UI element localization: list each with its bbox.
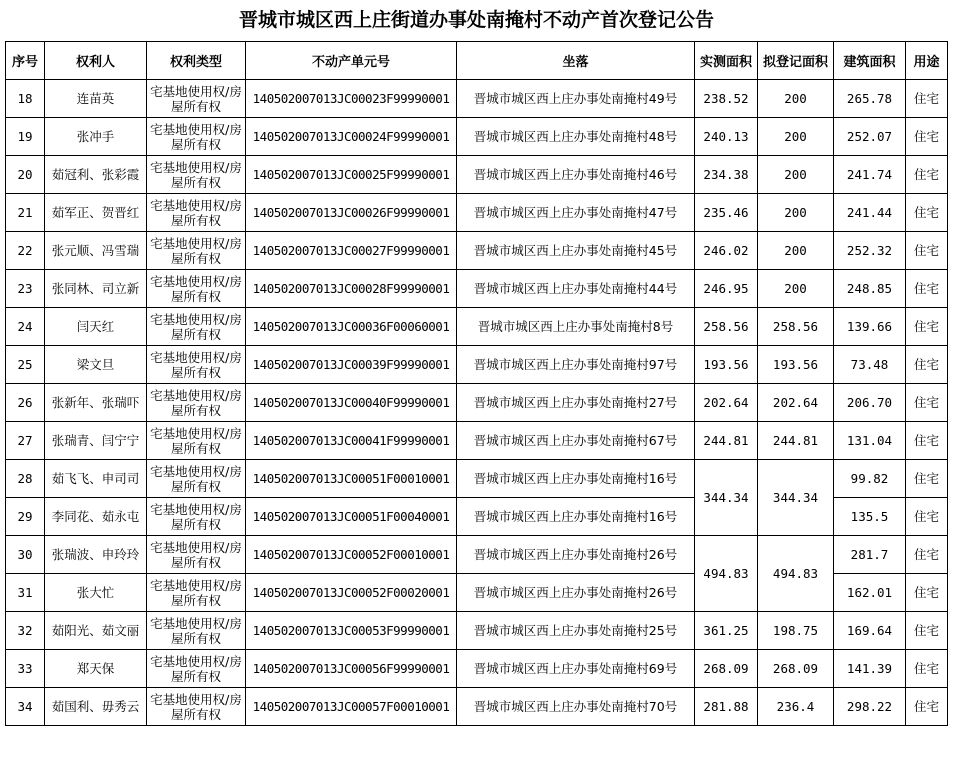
cell-seq: 32: [6, 612, 45, 650]
cell-use: 住宅: [906, 384, 948, 422]
cell-unit-number: 140502007013JC00028F99990001: [246, 270, 457, 308]
cell-building-area: 206.70: [834, 384, 906, 422]
cell-seq: 30: [6, 536, 45, 574]
table-row: [6, 270, 948, 308]
cell-building-area: 252.32: [834, 232, 906, 270]
cell-right-type: 宅基地使用权/房屋所有权: [147, 536, 246, 574]
cell-measured-area: 494.83: [695, 536, 758, 612]
cell-proposed-area: 200: [758, 232, 834, 270]
cell-use: 住宅: [906, 612, 948, 650]
table-row: [6, 688, 948, 726]
cell-proposed-area: 268.09: [758, 650, 834, 688]
cell-location: 晋城市城区西上庄办事处南掩村69号: [457, 650, 695, 688]
cell-location: 晋城市城区西上庄办事处南掩村48号: [457, 118, 695, 156]
cell-unit-number: 140502007013JC00023F99990001: [246, 80, 457, 118]
table-row: [6, 308, 948, 346]
header-unit-number: 不动产单元号: [246, 42, 457, 80]
cell-owner: 张新年、张瑞吓: [45, 384, 147, 422]
cell-location: 晋城市城区西上庄办事处南掩村16号: [457, 460, 695, 498]
cell-unit-number: 140502007013JC00026F99990001: [246, 194, 457, 232]
cell-unit-number: 140502007013JC00039F99990001: [246, 346, 457, 384]
cell-owner: 茹阳光、茹文丽: [45, 612, 147, 650]
cell-measured-area: 193.56: [695, 346, 758, 384]
table-row: [6, 346, 948, 384]
cell-owner: 茹飞飞、申司司: [45, 460, 147, 498]
cell-use: 住宅: [906, 156, 948, 194]
table-row: [6, 384, 948, 422]
cell-building-area: 248.85: [834, 270, 906, 308]
table-row: [6, 650, 948, 688]
cell-building-area: 281.7: [834, 536, 906, 574]
cell-seq: 20: [6, 156, 45, 194]
cell-measured-area: 238.52: [695, 80, 758, 118]
table-row: [6, 80, 948, 118]
cell-location: 晋城市城区西上庄办事处南掩村27号: [457, 384, 695, 422]
cell-owner: 张同林、司立新: [45, 270, 147, 308]
cell-location: 晋城市城区西上庄办事处南掩村45号: [457, 232, 695, 270]
cell-measured-area: 281.88: [695, 688, 758, 726]
cell-right-type: 宅基地使用权/房屋所有权: [147, 650, 246, 688]
cell-use: 住宅: [906, 232, 948, 270]
header-row: [6, 42, 948, 80]
table-row: [6, 118, 948, 156]
cell-right-type: 宅基地使用权/房屋所有权: [147, 460, 246, 498]
cell-building-area: 169.64: [834, 612, 906, 650]
header-proposed-area: 拟登记面积: [758, 42, 834, 80]
cell-seq: 28: [6, 460, 45, 498]
cell-right-type: 宅基地使用权/房屋所有权: [147, 156, 246, 194]
header-right-type: 权利类型: [147, 42, 246, 80]
cell-use: 住宅: [906, 308, 948, 346]
cell-proposed-area: 258.56: [758, 308, 834, 346]
cell-location: 晋城市城区西上庄办事处南掩村46号: [457, 156, 695, 194]
cell-measured-area: 202.64: [695, 384, 758, 422]
cell-right-type: 宅基地使用权/房屋所有权: [147, 194, 246, 232]
cell-seq: 33: [6, 650, 45, 688]
cell-building-area: 265.78: [834, 80, 906, 118]
page-title: 晋城市城区西上庄街道办事处南掩村不动产首次登记公告: [238, 9, 714, 31]
cell-use: 住宅: [906, 498, 948, 536]
cell-owner: 梁文旦: [45, 346, 147, 384]
cell-location: 晋城市城区西上庄办事处南掩村67号: [457, 422, 695, 460]
cell-right-type: 宅基地使用权/房屋所有权: [147, 232, 246, 270]
cell-use: 住宅: [906, 536, 948, 574]
cell-right-type: 宅基地使用权/房屋所有权: [147, 384, 246, 422]
cell-owner: 连苗英: [45, 80, 147, 118]
cell-owner: 张瑞波、申玲玲: [45, 536, 147, 574]
cell-right-type: 宅基地使用权/房屋所有权: [147, 346, 246, 384]
cell-seq: 22: [6, 232, 45, 270]
table-row: [6, 422, 948, 460]
cell-unit-number: 140502007013JC00053F99990001: [246, 612, 457, 650]
cell-seq: 34: [6, 688, 45, 726]
cell-owner: 张元顺、冯雪瑞: [45, 232, 147, 270]
cell-building-area: 241.74: [834, 156, 906, 194]
cell-use: 住宅: [906, 346, 948, 384]
cell-owner: 闫天红: [45, 308, 147, 346]
header-measured-area: 实测面积: [695, 42, 758, 80]
cell-measured-area: 268.09: [695, 650, 758, 688]
cell-measured-area: 234.38: [695, 156, 758, 194]
cell-seq: 26: [6, 384, 45, 422]
cell-unit-number: 140502007013JC00056F99990001: [246, 650, 457, 688]
cell-seq: 18: [6, 80, 45, 118]
cell-location: 晋城市城区西上庄办事处南掩村49号: [457, 80, 695, 118]
table-row: [6, 156, 948, 194]
cell-unit-number: 140502007013JC00036F00060001: [246, 308, 457, 346]
cell-measured-area: 344.34: [695, 460, 758, 536]
cell-owner: 李同花、茹永屯: [45, 498, 147, 536]
cell-measured-area: 240.13: [695, 118, 758, 156]
cell-proposed-area: 236.4: [758, 688, 834, 726]
cell-owner: 张冲手: [45, 118, 147, 156]
cell-location: 晋城市城区西上庄办事处南掩村97号: [457, 346, 695, 384]
cell-building-area: 73.48: [834, 346, 906, 384]
table-row: [6, 536, 948, 574]
cell-unit-number: 140502007013JC00025F99990001: [246, 156, 457, 194]
cell-right-type: 宅基地使用权/房屋所有权: [147, 422, 246, 460]
cell-proposed-area: 198.75: [758, 612, 834, 650]
cell-unit-number: 140502007013JC00041F99990001: [246, 422, 457, 460]
cell-proposed-area: 244.81: [758, 422, 834, 460]
cell-building-area: 131.04: [834, 422, 906, 460]
cell-unit-number: 140502007013JC00040F99990001: [246, 384, 457, 422]
cell-owner: 张大忙: [45, 574, 147, 612]
cell-proposed-area: 200: [758, 118, 834, 156]
cell-proposed-area: 494.83: [758, 536, 834, 612]
cell-use: 住宅: [906, 194, 948, 232]
cell-measured-area: 235.46: [695, 194, 758, 232]
cell-right-type: 宅基地使用权/房屋所有权: [147, 574, 246, 612]
cell-use: 住宅: [906, 80, 948, 118]
cell-measured-area: 361.25: [695, 612, 758, 650]
cell-measured-area: 246.95: [695, 270, 758, 308]
cell-unit-number: 140502007013JC00024F99990001: [246, 118, 457, 156]
cell-right-type: 宅基地使用权/房屋所有权: [147, 270, 246, 308]
registration-table: [5, 41, 948, 726]
cell-use: 住宅: [906, 270, 948, 308]
header-use: 用途: [906, 42, 948, 80]
header-seq: 序号: [6, 42, 45, 80]
cell-owner: 茹冠利、张彩霞: [45, 156, 147, 194]
cell-proposed-area: 193.56: [758, 346, 834, 384]
cell-owner: 茹军正、贺晋红: [45, 194, 147, 232]
table-row: [6, 194, 948, 232]
cell-unit-number: 140502007013JC00027F99990001: [246, 232, 457, 270]
cell-location: 晋城市城区西上庄办事处南掩村26号: [457, 536, 695, 574]
cell-building-area: 241.44: [834, 194, 906, 232]
cell-seq: 21: [6, 194, 45, 232]
table-body: [6, 80, 948, 726]
cell-use: 住宅: [906, 422, 948, 460]
cell-seq: 27: [6, 422, 45, 460]
table-row: [6, 232, 948, 270]
cell-use: 住宅: [906, 460, 948, 498]
cell-measured-area: 246.02: [695, 232, 758, 270]
header-location: 坐落: [457, 42, 695, 80]
cell-right-type: 宅基地使用权/房屋所有权: [147, 80, 246, 118]
cell-location: 晋城市城区西上庄办事处南掩村16号: [457, 498, 695, 536]
cell-proposed-area: 200: [758, 270, 834, 308]
table-row: [6, 460, 948, 498]
cell-use: 住宅: [906, 118, 948, 156]
cell-unit-number: 140502007013JC00057F00010001: [246, 688, 457, 726]
cell-building-area: 139.66: [834, 308, 906, 346]
cell-proposed-area: 200: [758, 194, 834, 232]
cell-use: 住宅: [906, 650, 948, 688]
cell-measured-area: 258.56: [695, 308, 758, 346]
cell-right-type: 宅基地使用权/房屋所有权: [147, 498, 246, 536]
cell-right-type: 宅基地使用权/房屋所有权: [147, 118, 246, 156]
cell-seq: 19: [6, 118, 45, 156]
cell-location: 晋城市城区西上庄办事处南掩村8号: [457, 308, 695, 346]
cell-proposed-area: 200: [758, 156, 834, 194]
cell-proposed-area: 202.64: [758, 384, 834, 422]
cell-seq: 31: [6, 574, 45, 612]
cell-right-type: 宅基地使用权/房屋所有权: [147, 612, 246, 650]
cell-building-area: 252.07: [834, 118, 906, 156]
cell-building-area: 298.22: [834, 688, 906, 726]
cell-right-type: 宅基地使用权/房屋所有权: [147, 308, 246, 346]
cell-owner: 郑天保: [45, 650, 147, 688]
cell-unit-number: 140502007013JC00052F00020001: [246, 574, 457, 612]
cell-measured-area: 244.81: [695, 422, 758, 460]
cell-building-area: 141.39: [834, 650, 906, 688]
cell-building-area: 99.82: [834, 460, 906, 498]
cell-location: 晋城市城区西上庄办事处南掩村26号: [457, 574, 695, 612]
cell-unit-number: 140502007013JC00051F00010001: [246, 460, 457, 498]
cell-building-area: 162.01: [834, 574, 906, 612]
cell-seq: 29: [6, 498, 45, 536]
header-owner: 权利人: [45, 42, 147, 80]
header-building-area: 建筑面积: [834, 42, 906, 80]
table-row: [6, 612, 948, 650]
cell-right-type: 宅基地使用权/房屋所有权: [147, 688, 246, 726]
cell-unit-number: 140502007013JC00052F00010001: [246, 536, 457, 574]
cell-location: 晋城市城区西上庄办事处南掩村44号: [457, 270, 695, 308]
cell-owner: 张瑞青、闫宁宁: [45, 422, 147, 460]
cell-seq: 24: [6, 308, 45, 346]
cell-use: 住宅: [906, 688, 948, 726]
cell-use: 住宅: [906, 574, 948, 612]
cell-location: 晋城市城区西上庄办事处南掩村70号: [457, 688, 695, 726]
cell-location: 晋城市城区西上庄办事处南掩村47号: [457, 194, 695, 232]
cell-building-area: 135.5: [834, 498, 906, 536]
cell-unit-number: 140502007013JC00051F00040001: [246, 498, 457, 536]
cell-location: 晋城市城区西上庄办事处南掩村25号: [457, 612, 695, 650]
cell-proposed-area: 200: [758, 80, 834, 118]
cell-proposed-area: 344.34: [758, 460, 834, 536]
cell-seq: 23: [6, 270, 45, 308]
cell-owner: 茹国利、毋秀云: [45, 688, 147, 726]
cell-seq: 25: [6, 346, 45, 384]
